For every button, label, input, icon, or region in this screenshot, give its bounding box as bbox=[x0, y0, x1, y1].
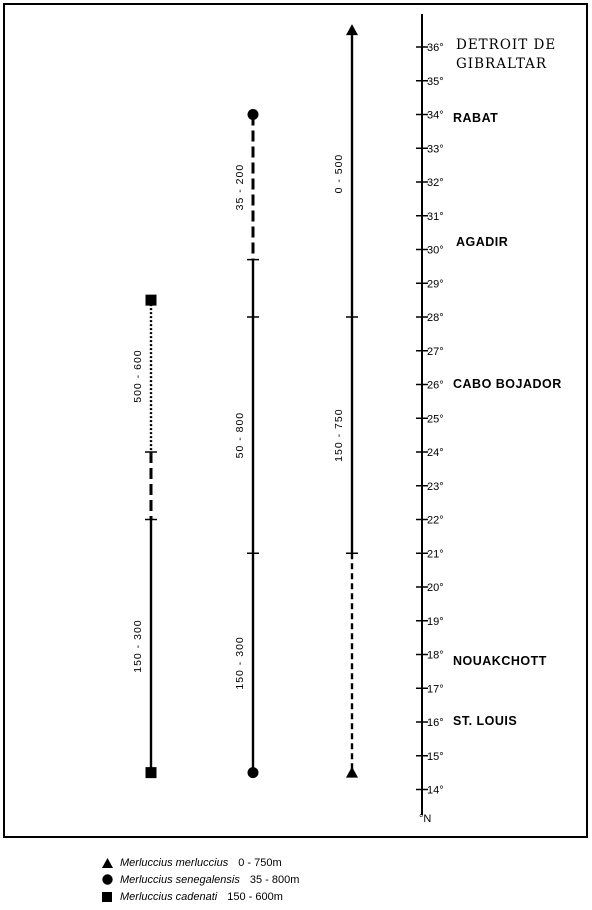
triangle-icon bbox=[100, 856, 114, 870]
latitude-label: 26° bbox=[427, 379, 444, 392]
latitude-label: 20° bbox=[427, 582, 444, 594]
latitude-label: 32° bbox=[427, 177, 444, 189]
legend-depth-range: 150 - 600m bbox=[227, 890, 283, 903]
legend-item-merluccius bbox=[100, 854, 400, 871]
latitude-label: 36° bbox=[427, 42, 444, 54]
latitude-label: 25° bbox=[427, 413, 444, 426]
latitude-label: 23° bbox=[427, 480, 444, 493]
triangle-marker bbox=[346, 24, 358, 35]
latitude-label: 16° bbox=[427, 717, 444, 729]
triangle-marker bbox=[346, 767, 358, 778]
depth-range-label: 500 - 600 bbox=[132, 349, 144, 403]
latitude-label: 29° bbox=[427, 278, 444, 291]
legend-species-name: Merluccius senegalensis bbox=[120, 873, 240, 886]
square-marker bbox=[146, 295, 157, 306]
latitude-label: 19° bbox=[427, 615, 444, 628]
depth-range-label: 150 - 750 bbox=[333, 408, 345, 462]
latitude-label: 14° bbox=[427, 784, 444, 797]
axis-origin-unit: °N bbox=[419, 813, 432, 825]
latitude-label: 27° bbox=[427, 345, 444, 358]
place-detroit-de-gibraltar-line1: DETROIT DE bbox=[456, 37, 557, 53]
depth-range-label: 0 - 500 bbox=[333, 153, 345, 194]
legend-item-cadenati bbox=[100, 888, 400, 905]
place-detroit-de-gibraltar-line2: GIBRALTAR bbox=[456, 56, 547, 72]
place-agadir: AGADIR bbox=[456, 235, 509, 249]
legend-depth-range: 0 - 750m bbox=[238, 856, 282, 869]
latitude-label: 31° bbox=[427, 210, 444, 223]
depth-range-label: 150 - 300 bbox=[234, 636, 246, 690]
latitude-label: 35° bbox=[427, 75, 444, 88]
latitude-label: 22° bbox=[427, 514, 444, 527]
place-cabo-bojador: CABO BOJADOR bbox=[453, 377, 562, 391]
circle-icon bbox=[100, 873, 114, 887]
latitude-label: 18° bbox=[427, 649, 444, 662]
latitude-label: 15° bbox=[427, 750, 444, 763]
depth-range-label: 50 - 800 bbox=[234, 411, 246, 459]
latitude-label: 28° bbox=[427, 312, 444, 324]
depth-range-label: 35 - 200 bbox=[234, 163, 246, 211]
legend-species-name: Merluccius cadenati bbox=[120, 890, 218, 903]
latitude-label: 33° bbox=[427, 143, 444, 156]
place-nouakchott: NOUAKCHOTT bbox=[453, 654, 547, 668]
depth-range-label: 150 - 300 bbox=[132, 619, 144, 673]
legend bbox=[100, 854, 400, 905]
legend-depth-range: 35 - 800m bbox=[249, 873, 300, 886]
circle-marker bbox=[248, 109, 259, 120]
circle-marker bbox=[248, 767, 259, 778]
square-icon bbox=[100, 890, 114, 904]
latitude-label: 30° bbox=[427, 244, 444, 257]
place-rabat: RABAT bbox=[453, 111, 499, 125]
species-range-lines bbox=[132, 24, 358, 778]
latitude-label: 24° bbox=[427, 447, 444, 459]
latitude-label: 17° bbox=[427, 683, 444, 696]
latitude-label: 34° bbox=[427, 109, 444, 122]
place-st-louis: ST. LOUIS bbox=[453, 714, 518, 728]
legend-species-name: Merluccius merluccius bbox=[120, 856, 229, 869]
square-marker bbox=[146, 767, 157, 778]
latitude-labels bbox=[427, 42, 444, 797]
latitude-label: 21° bbox=[427, 548, 444, 561]
legend-item-senegalensis bbox=[100, 871, 400, 888]
